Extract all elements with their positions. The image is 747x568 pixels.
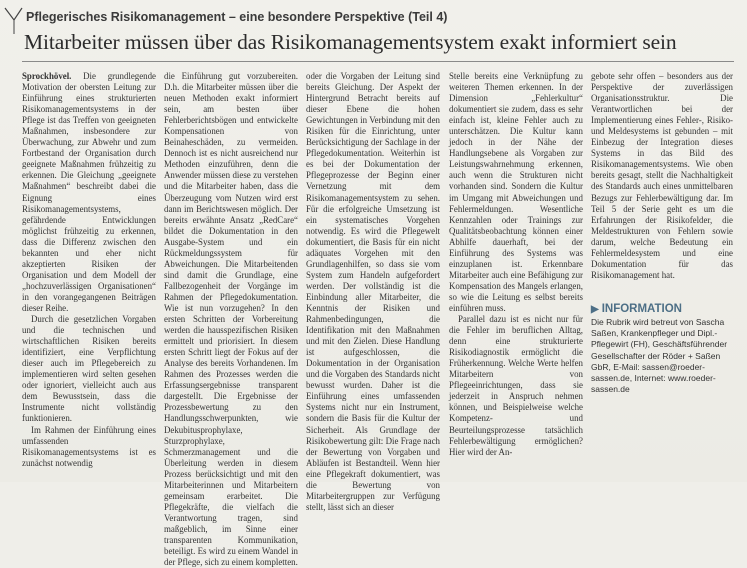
paragraph: gebote sehr offen – besonders aus der Perspektive der zuverlässigen Organisationsstruktur. Die Verantwortlichen bei der Implementierung eines Fehler-, Risiko- und Meldesystems ist gebunden – mit Einbezug der Integration dieses Systems in das Bild des Risikomanagementsystems. Wie oben bereits gesagt, stellt die Nachhaltigkeit des Standards auch eines unmittelbaren Bezugs zur Fehlerbewältigung dar. Im Teil 5 der Serie geht es um die Erfahrungen der Risikofelder, die Meldestrukturen von Fehlern sowie darum, welche Bedeutung ein Fehlermeldesystem und eine Dokumentation für das Risikomanagement hat.: [591, 71, 733, 280]
series-rubric: Pflegerisches Risikomanagement – eine besondere Perspektive (Teil 4): [26, 10, 448, 24]
article-column-1: [22, 71, 156, 469]
headline-divider: [22, 61, 734, 62]
article-column-3: [306, 71, 440, 513]
triangle-right-icon: ▶: [591, 303, 599, 315]
dateline: Sprockhövel.: [22, 71, 72, 81]
information-heading: [591, 303, 733, 315]
article-headline: Mitarbeiter müssen über das Risikomanagementsystem exakt informiert sein: [24, 30, 677, 54]
paragraph: Stelle bereits eine Verknüpfung zu weiteren Themen erkennen. In der Dimension „Fehlerkultur“ dokumentiert sie zudem, dass es sehr einfach ist, kleine Fehler auch zu unterschätzen. Die Kultur kann jedoch in der Nähe der Handlungsebene als Vorgaben zur Leistungswahrnehmung erkennen, auch wenn die Strukturen nicht vorhanden sind. Sondern die Kultur im Umgang mit Abweichungen und Fehlermeldungen. Wesentliche Kennzahlen oder Trainings zur Qualitätsbeobachtung können einer Abhilfe dauerhaft, bei der Einführung des Systems was einzuplanen ist. Erkennbare Mitarbeiter auch eine Befähigung zur Kompensation des Mangels erlangen, so wie die Leitung es selbst bereits einführen muss.: [449, 71, 583, 313]
paragraph: die Einführung gut vorzubereiten. D.h. die Mitarbeiter müssen über die neuen Methoden exakt informiert sein, am besten über Fehlerberichtsbögen und entwickelte Kompensationen von Beinaheschäden, zu vermeiden. Dennoch ist es nicht ausreichend nur Methoden einzuführen, denn die Anwender müssen diese zu verstehen und die Mitarbeiter haben, dass die Überzeugung vom Nutzen wird erst dann im Berichtswesen möglich. Der bereits erwähnte Ansatz „RedCare“ bildet die Dokumentation in den Ausgabe-System und ein Rückmeldungssystem für Abweichungen. Die Mitarbeitenden sind damit die Grundlage, eine Fallbezogenheit der Vorgänge im Rahmen der Pflegedokumentation. Wie ist nun vorzugehen? In den ersten Schritten der Vorbereitung werden die hausspezifischen Risiken ermittelt und priorisiert. In diesem ersten Schritt liegt der Fokus auf der Analyse des bereits Vorhandenen. Im Rahmen des Prozesses werden die Erfassungsergebnisse transparent dargestellt. Die Ergebnisse der Prozessbewertung zu den Handlungsschwerpunkten, wie Dekubitusprophylaxe, Sturzprophylaxe, Schmerzmanagement und die Überleitung werden in diesem Prozess berücksichtigt und mit den Mitarbeiterinnen und Mitarbeitern gemeinsam erarbeitet. Die Pflegekräfte, die vielfach die Verantwortung tragen, sind maßgeblich, im Sinne einer transparenten Kommunikation, beteiligt. Es wird zu einem Wandel in der Pflege, sich zu einem kompletten.: [164, 71, 298, 568]
information-title: INFORMATION: [601, 303, 682, 315]
information-box: [591, 303, 733, 395]
paragraph: Durch die gesetzlichen Vorgaben und die technischen und wirtschaftlichen Risiken bereits identifiziert, eine Verpflichtung dieser auch im Pflegebereich zu implementieren wird selten gesehen oder ignoriert, vielleicht auch aus dem Bewusstsein, dass die Instrumente nicht vollständig funktionieren.: [22, 314, 156, 424]
article-column-2: [164, 71, 298, 568]
article-column-4: [449, 71, 583, 458]
clipping-scissors-icon: [2, 6, 24, 36]
information-text: Die Rubrik wird betreut von Sascha Saßen, Krankenpfleger und Dipl.-Pflegewirt (FH), Geschäftsführender Gesellschafter der Röder + Saßen GbR, E-Mail: sassen@roeder-sassen.de, Internet: www.roeder-sassen.de: [591, 317, 728, 395]
article-column-5: [591, 71, 733, 299]
paragraph: Die grundlegende Motivation der obersten Leitung zur Einführung eines strukturierten Risikomanagementsystems in der Pflege ist das Treffen von geeigneten Maßnahmen, insbesondere zur Überwachung, zur Abwehr und zum Fortbestand der Organisation durch geeignete Maßnahmen frühzeitig zu erkennen. Die Gleichung „geeignete Maßnahmen“ beschreibt dabei die Eignung eines Risikomanagementsystems, gefährdende Entwicklungen möglichst frühzeitig zu erkennen, dass die Differenz zwischen den bekannten und eher nicht akzeptierten Risiken der Organisation und dem Modell der „hochzuverlässigen Organisationen“ in den vorangegangenen Beiträgen dieser Reihe.: [22, 71, 156, 313]
paragraph: oder die Vorgaben der Leitung sind bereits Gleichung. Der Aspekt der Hintergrund Betracht bereits auf dieser Ebene die hohen Gewichtungen in Verbindung mit den Risiken für die Einrichtung, unter Berücksichtigung der Sachlage in der Pflegedokumentation. Weiterhin ist es bei der Dokumentation der Pflegeprozesse der Beginn einer Vernetzung mit dem Risikomanagementsystem zu sehen. Für die erfolgreiche Umsetzung ist ein systematisches Vorgehen notwendig. Es wird die Pflegewelt dokumentiert, die Basis für ein nicht adäquates Vorgehen mit den Grundlagenhilfen, so dass sie vom System zum Handeln aufgefordert werden. Der vollständig ist die Einbindung aller Mitarbeiter, die Kenntnis der Risiken und Rahmenbedingungen, die Identifikation mit den Maßnahmen und mit den Zielen. Diese Handlung ist aufgeschlossen, die Dokumentation in der Organisation und die Vorgaben des Standards nicht bewusst wurden. Daher ist die Einführung eines umfassenden Systems nicht nur ein Instrument, sondern die Basis für die Kultur der Sicherheit. Als Grundlage der Risikobewertung gilt: Die Frage nach der Bewertung von Vorgaben und Abläufen ist Bestandteil. Wenn hier eine Pflegekraft dokumentiert, was die Bewertung von Mitarbeitergruppen zur Verfügung stellt, lässt sich an dieser: [306, 71, 440, 512]
paragraph: Parallel dazu ist es nicht nur für die Fehler im beruflichen Alltag, denn eine strukturierte Risikodiagnostik ermöglicht die Früherkennung. Welche Werte helfen Mitarbeitern von Pflegeeinrichtungen, dass sie jederzeit in Anspruch nehmen können, und Beispielweise welche Kompetenz- und Beurteilungsprozesse tatsächlich Fehlerbewältigung ermöglichen? Hier wird der An-: [449, 314, 583, 457]
paragraph: Im Rahmen der Einführung eines umfassenden Risikomanagementsystems ist es zunächst notwendig: [22, 424, 156, 468]
